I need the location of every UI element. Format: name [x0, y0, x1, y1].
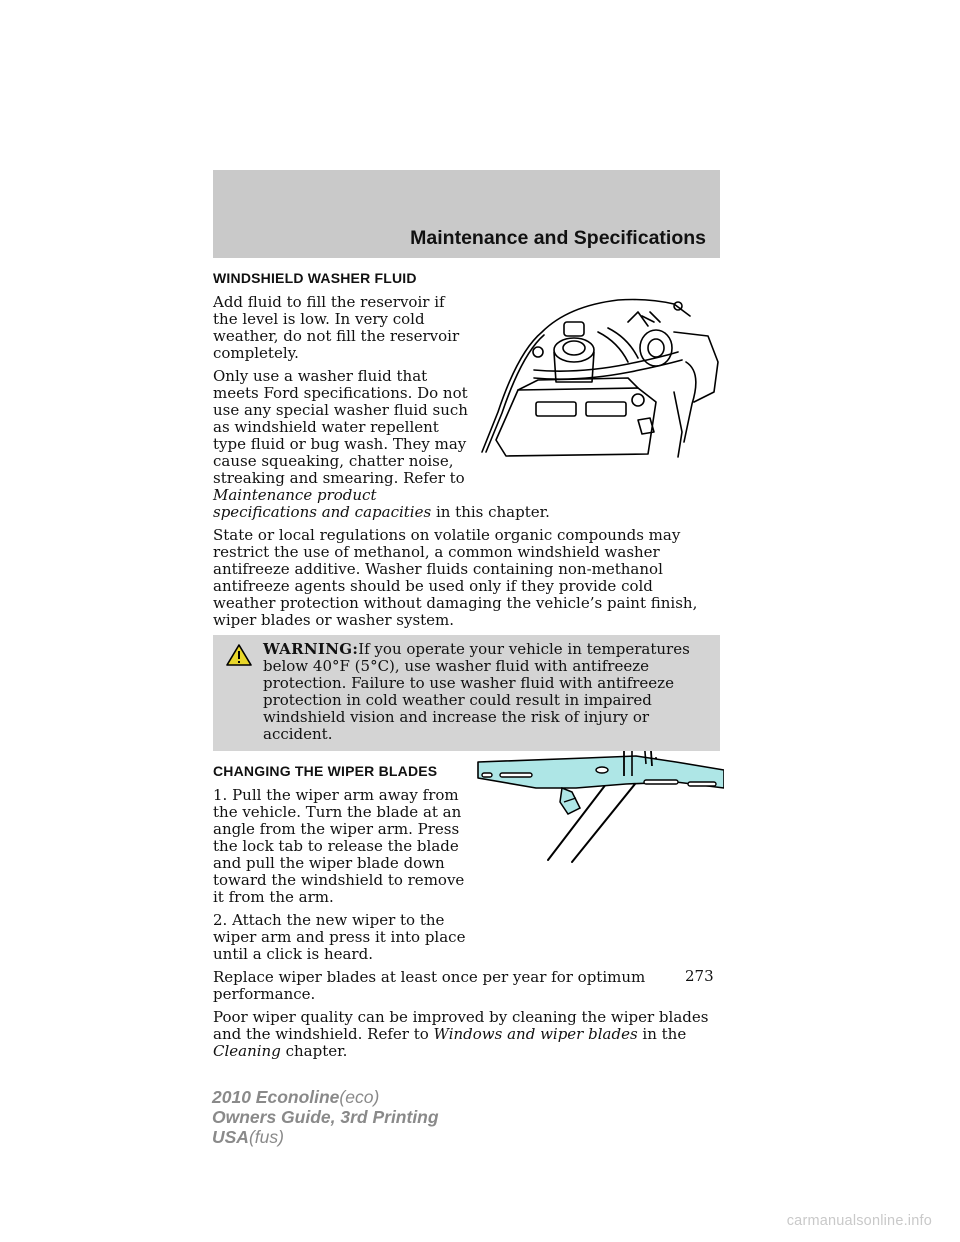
section-title: Maintenance and Specifications [410, 227, 706, 249]
footer-line-3 [212, 1127, 439, 1147]
poor-quality-chapter: chapter. [280, 1042, 348, 1060]
paragraph-washer-spec-end [213, 504, 720, 521]
ref-maintenance-product: Maintenance product [213, 486, 377, 504]
footer-line-1 [212, 1087, 439, 1107]
ref-cleaning: Cleaning [213, 1042, 281, 1060]
footer-guide: Owners Guide, 3rd Printing [212, 1107, 439, 1127]
washer-spec-tail: in this chapter. [431, 503, 550, 521]
footer-model-code: (eco) [339, 1087, 380, 1107]
washer-spec-text: Only use a washer fluid that meets Ford specifications. Do not use any special washer fluid such as windshield water repellent type fluid or bug wash. They may cause squeaking, chatter noise, streaking and smearing. Refer to [213, 367, 468, 487]
section-header-band [213, 170, 720, 258]
paragraph-replace-yearly: Replace wiper blades at least once per year for optimum performance. [213, 968, 646, 1003]
warning-content [220, 641, 714, 743]
page-number: 273 [685, 967, 714, 985]
paragraph-poor-wiper-quality [213, 1009, 720, 1060]
warning-triangle-icon [226, 643, 252, 667]
watermark: carmanualsonline.info [786, 1213, 932, 1229]
paragraph-voc-regulations: State or local regulations on volatile organic compounds may restrict the use of methanol, a common windshield washer antifreeze additive. Washer fluids containing non-methanol antifreeze agents should be used only if they provide cold weather protection without damaging the vehicle’s paint finish, wiper blades or washer system. [213, 526, 698, 629]
section-heading-wiper-blades: CHANGING THE WIPER BLADES [213, 763, 438, 779]
warning-text: If you operate your vehicle in temperatures below 40°F (5°C), use washer fluid with antifreeze protection. Failure to use washer fluid with antifreeze protection in cold weather could result in impaired windshield vision and increase the risk of injury or accident. [263, 640, 690, 743]
footer-model: 2010 Econoline [212, 1087, 340, 1107]
paragraph-washer-spec [213, 368, 471, 504]
footer-line-2 [212, 1107, 439, 1127]
footer [212, 1087, 439, 1147]
poor-quality-in-the: in the [637, 1025, 687, 1043]
poor-quality-text: Poor wiper quality can be improved by cleaning the wiper blades and the windshield. Refer to [213, 1008, 709, 1043]
footer-region: USA [212, 1127, 249, 1147]
footer-region-code: (fus) [248, 1127, 284, 1147]
ref-windows-wiper-blades: Windows and wiper blades [433, 1025, 638, 1043]
step-2: 2. Attach the new wiper to the wiper arm and press it into place until a click is heard. [213, 911, 466, 963]
ref-specifications-capacities: specifications and capacities [213, 503, 432, 521]
section-heading-washer-fluid: WINDSHIELD WASHER FLUID [213, 270, 417, 286]
step-1: 1. Pull the wiper arm away from the vehicle. Turn the blade at an angle from the wiper arm. Press the lock tab to release the blade and pull the wiper blade down toward the windshield to remove it from the arm. [213, 786, 465, 906]
page-content [213, 270, 720, 1066]
paragraph-add-fluid: Add fluid to fill the reservoir if the level is low. In very cold weather, do not fill the reservoir completely. [213, 293, 460, 362]
warning-label: WARNING: [263, 640, 359, 658]
warning-box [213, 635, 720, 751]
